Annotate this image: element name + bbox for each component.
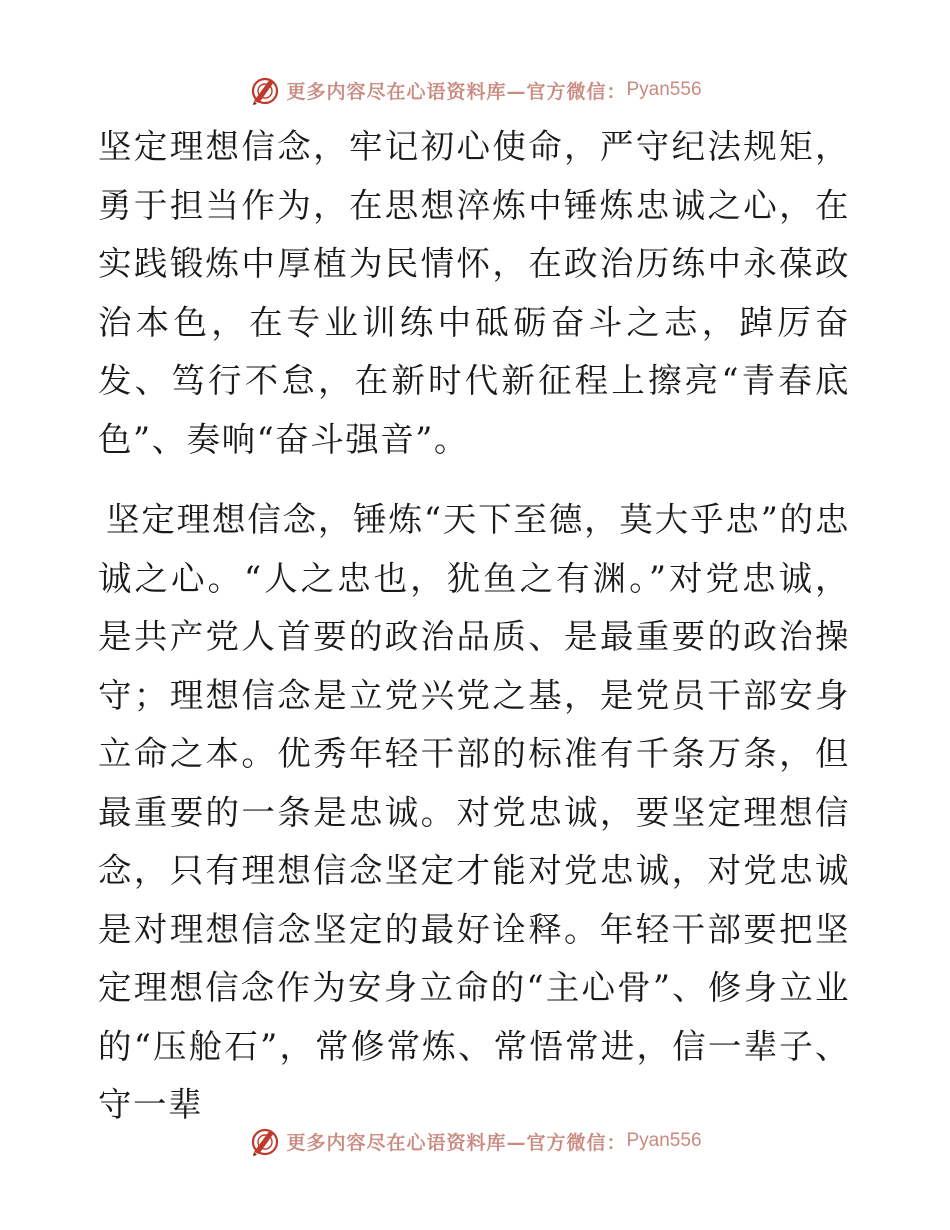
paragraph-1: 坚定理想信念，牢记初心使命，严守纪法规矩，勇于担当作为，在思想淬炼中锤炼忠诚之心，在实践锻炼中厚植为民情怀，在政治历练中永葆政治本色，在专业训练中砥砺奋斗之志，踔厉奋发、笃行不怠，在新时代新征程上擦亮“青春底色”、奏响“奋斗强音”。 <box>98 127 850 459</box>
banner-text: 更多内容尽在心语资料库—官方微信： <box>286 1131 627 1154</box>
wechat-id: Pyan556 <box>626 1130 702 1151</box>
document-body <box>98 118 850 1135</box>
pen-circle-logo-icon <box>248 1124 282 1158</box>
pen-circle-logo-icon <box>248 73 282 107</box>
footer-banner <box>0 1121 950 1161</box>
header-banner <box>0 70 950 110</box>
banner-text: 更多内容尽在心语资料库—官方微信： <box>286 80 627 103</box>
wechat-id: Pyan556 <box>626 79 702 100</box>
paragraph-2: 坚定理想信念，锤炼“天下至德，莫大乎忠”的忠诚之心。“人之忠也，犹鱼之有渊。”对党忠诚，是共产党人首要的政治品质、是最重要的政治操守；理想信念是立党兴党之基，是党员干部安身立命之本。优秀年轻干部的标准有千条万条，但最重要的一条是忠诚。对党忠诚，要坚定理想信念，只有理想信念坚定才能对党忠诚，对党忠诚是对理想信念坚定的最好诠释。年轻干部要把坚定理想信念作为安身立命的“主心骨”、修身立业的“压舱石”，常修常炼、常悟常进，信一辈子、守一辈 <box>98 500 850 1124</box>
